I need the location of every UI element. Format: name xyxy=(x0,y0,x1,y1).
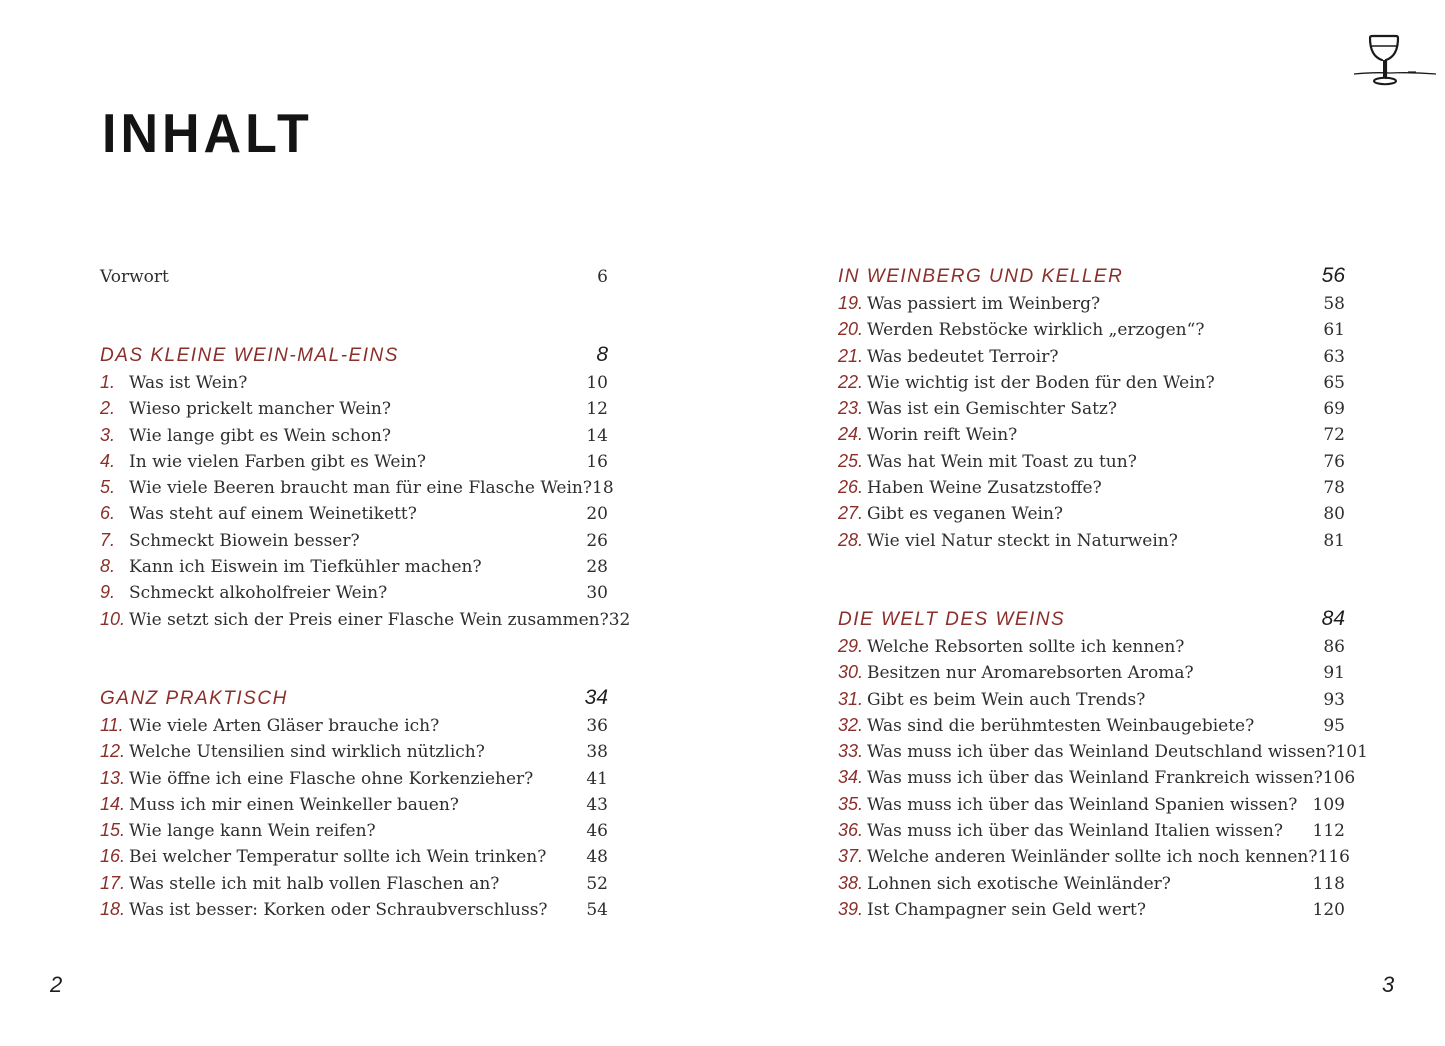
toc-entry-number: 12. xyxy=(100,741,126,762)
toc-entry-number: 8. xyxy=(100,556,116,577)
section-title: DIE WELT DES WEINS xyxy=(838,609,1066,630)
toc-section xyxy=(838,605,1368,922)
toc-entry[interactable] xyxy=(100,369,608,395)
toc-entry-page: 6 xyxy=(597,267,608,287)
section-title: GANZ PRAKTISCH xyxy=(100,688,288,709)
toc-entry-number: 6. xyxy=(100,503,116,524)
toc-section xyxy=(100,684,608,922)
toc-entry-number: 15. xyxy=(100,820,126,841)
toc-entry-label: Wie wichtig ist der Boden für den Wein? xyxy=(867,372,1215,393)
toc-entry-number: 35. xyxy=(838,793,864,814)
toc-entry-label: Was muss ich über das Weinland Deutschland wissen? xyxy=(867,742,1336,763)
toc-entry-label: Was stelle ich mit halb vollen Flaschen an? xyxy=(129,873,500,894)
toc-entry[interactable] xyxy=(838,764,1356,790)
toc-entry[interactable] xyxy=(838,527,1345,553)
toc-entry-label: Was ist besser: Korken oder Schraubverschluss? xyxy=(129,900,548,921)
section-title: DAS KLEINE WEIN-MAL-EINS xyxy=(100,345,399,366)
toc-entry-page: 16 xyxy=(586,451,608,472)
toc-entry-number: 23. xyxy=(838,398,864,419)
toc-entry[interactable] xyxy=(100,738,608,764)
toc-entry[interactable] xyxy=(838,817,1345,843)
toc-entry-page: 118 xyxy=(1312,873,1345,894)
toc-entry[interactable] xyxy=(100,896,608,922)
toc-entry[interactable] xyxy=(100,870,608,896)
toc-entry-page: 32 xyxy=(608,609,631,630)
toc-entry-label: Kann ich Eiswein im Tiefkühler machen? xyxy=(129,557,482,578)
toc-entry-number: 19. xyxy=(838,293,864,313)
toc-entry[interactable] xyxy=(838,791,1345,817)
toc-entry-label: Wie lange kann Wein reifen? xyxy=(129,821,376,842)
toc-entry-label: Wie setzt sich der Preis einer Flasche Wein zusammen? xyxy=(129,609,609,630)
toc-entry-number: 29. xyxy=(838,636,864,656)
section-heading[interactable] xyxy=(100,341,608,369)
toc-entry-page: 101 xyxy=(1335,742,1368,763)
toc-entry-label: Werden Rebstöcke wirklich „erzogen“? xyxy=(867,320,1205,341)
toc-entry[interactable] xyxy=(100,791,608,817)
toc-entry[interactable] xyxy=(100,553,608,579)
toc-entry-number: 11. xyxy=(100,715,124,735)
toc-entry-page: 63 xyxy=(1323,346,1345,367)
toc-entry-label: Gibt es beim Wein auch Trends? xyxy=(867,689,1146,710)
toc-entry-number: 20. xyxy=(838,319,864,340)
toc-entry[interactable] xyxy=(838,316,1345,342)
toc-entry-page: 120 xyxy=(1312,899,1345,920)
toc-entry-page: 36 xyxy=(586,716,608,736)
toc-entry-page: 78 xyxy=(1323,478,1345,499)
toc-entry-page: 48 xyxy=(586,847,608,868)
toc-entry[interactable] xyxy=(100,765,608,791)
toc-entry-number: 36. xyxy=(838,820,864,841)
toc-entry-page: 26 xyxy=(586,530,608,551)
toc-entry-label: Was passiert im Weinberg? xyxy=(867,294,1101,314)
toc-entry-label: Bei welcher Temperatur sollte ich Wein trinken? xyxy=(129,847,547,868)
toc-entry[interactable] xyxy=(100,395,608,421)
toc-entry-page: 30 xyxy=(586,583,608,604)
toc-entry[interactable] xyxy=(100,500,608,526)
toc-entry[interactable] xyxy=(100,712,608,738)
toc-entry-number: 31. xyxy=(838,688,864,709)
toc-entry[interactable] xyxy=(100,817,608,843)
toc-entry-page: 93 xyxy=(1323,689,1345,710)
toc-entry-label: Welche Rebsorten sollte ich kennen? xyxy=(867,637,1185,657)
toc-entry-label: In wie vielen Farben gibt es Wein? xyxy=(129,451,426,472)
toc-entry[interactable] xyxy=(838,870,1345,896)
toc-entry[interactable] xyxy=(838,738,1368,764)
toc-entry[interactable] xyxy=(100,422,608,448)
toc-entry-label: Wie viel Natur steckt in Naturwein? xyxy=(867,530,1178,551)
toc-entry-page: 69 xyxy=(1323,399,1345,420)
toc-left-column xyxy=(100,264,608,290)
toc-entry-label: Wieso prickelt mancher Wein? xyxy=(129,399,391,420)
wine-glass-icon xyxy=(1352,30,1438,90)
toc-entry-label: Schmeckt Biowein besser? xyxy=(129,530,360,551)
section-page: 8 xyxy=(596,343,608,366)
toc-entry-label: Wie öffne ich eine Flasche ohne Korkenzieher? xyxy=(129,768,534,789)
toc-entry-page: 95 xyxy=(1323,715,1345,736)
toc-entry-label: Ist Champagner sein Geld wert? xyxy=(867,899,1146,920)
toc-entry-label: Gibt es veganen Wein? xyxy=(867,504,1064,525)
toc-entry[interactable] xyxy=(838,448,1345,474)
toc-entry[interactable] xyxy=(838,343,1345,369)
toc-entry-number: 26. xyxy=(838,477,864,498)
toc-entry-number: 37. xyxy=(838,846,864,867)
toc-entry-number: 30. xyxy=(838,662,864,683)
toc-entry-page: 38 xyxy=(586,742,608,763)
toc-entry-page: 91 xyxy=(1323,663,1345,684)
toc-entry[interactable] xyxy=(838,290,1345,316)
toc-entry[interactable] xyxy=(838,395,1345,421)
toc-entry-page: 18 xyxy=(592,478,614,499)
toc-entry[interactable] xyxy=(100,843,608,869)
toc-entry-page: 12 xyxy=(586,399,608,420)
toc-entry-number: 27. xyxy=(838,503,864,524)
toc-entry-label: Welche anderen Weinländer sollte ich noch kennen? xyxy=(867,847,1318,868)
toc-entry-label: Was bedeutet Terroir? xyxy=(867,346,1059,367)
toc-entry-label: Was muss ich über das Weinland Frankreich wissen? xyxy=(867,768,1323,789)
page-number-left: 2 xyxy=(50,972,63,997)
toc-entry-label: Vorwort xyxy=(100,267,169,287)
toc-entry-page: 41 xyxy=(586,768,608,789)
toc-entry-number: 3. xyxy=(100,424,116,445)
toc-entry-page: 65 xyxy=(1323,372,1345,393)
toc-entry-label: Wie lange gibt es Wein schon? xyxy=(129,425,391,446)
toc-entry[interactable] xyxy=(100,579,608,605)
toc-section xyxy=(100,341,631,632)
toc-entry-page: 106 xyxy=(1322,768,1356,789)
toc-entry[interactable] xyxy=(100,606,631,632)
toc-entry-number: 17. xyxy=(100,872,126,893)
section-heading[interactable] xyxy=(100,684,608,712)
toc-entry-label: Was ist Wein? xyxy=(129,373,248,393)
toc-entry-label: Welche Utensilien sind wirklich nützlich? xyxy=(129,742,485,763)
toc-entry-number: 22. xyxy=(838,371,864,392)
section-page: 34 xyxy=(584,686,608,709)
toc-entry-page: 86 xyxy=(1323,637,1345,657)
toc-entry-number: 4. xyxy=(100,450,116,471)
toc-entry[interactable] xyxy=(838,712,1345,738)
toc-entry-page: 109 xyxy=(1312,794,1345,815)
toc-entry[interactable] xyxy=(838,369,1345,395)
toc-entry-number: 5. xyxy=(100,477,116,498)
toc-entry-label: Was sind die berühmtesten Weinbaugebiete? xyxy=(867,715,1255,736)
toc-entry-label: Was hat Wein mit Toast zu tun? xyxy=(867,451,1137,472)
toc-entry-vorwort[interactable] xyxy=(100,264,608,290)
toc-entry-number: 10. xyxy=(100,608,126,629)
toc-entry-number: 1. xyxy=(100,372,116,392)
toc-entry-page: 81 xyxy=(1323,530,1345,551)
toc-entry-page: 112 xyxy=(1312,821,1345,842)
page-number-right: 3 xyxy=(1382,972,1395,997)
toc-entry[interactable] xyxy=(838,843,1350,869)
section-page: 56 xyxy=(1321,264,1345,287)
toc-entry[interactable] xyxy=(838,659,1345,685)
toc-entry-page: 52 xyxy=(586,873,608,894)
toc-entry-page: 116 xyxy=(1317,847,1350,868)
toc-entry-page: 54 xyxy=(586,900,608,921)
toc-entry[interactable] xyxy=(838,686,1345,712)
toc-entry-page: 28 xyxy=(586,557,608,578)
toc-section xyxy=(838,262,1345,553)
toc-entry-number: 13. xyxy=(100,767,126,788)
toc-entry-label: Muss ich mir einen Weinkeller bauen? xyxy=(129,794,459,815)
toc-entry-page: 46 xyxy=(586,821,608,842)
toc-entry-number: 34. xyxy=(838,767,864,788)
toc-entry-number: 21. xyxy=(838,345,864,366)
toc-entry-number: 39. xyxy=(838,898,864,919)
toc-entry[interactable] xyxy=(100,474,614,500)
toc-entry-label: Worin reift Wein? xyxy=(867,425,1018,446)
toc-entry-number: 38. xyxy=(838,872,864,893)
toc-entry-number: 7. xyxy=(100,529,116,550)
toc-entry-number: 16. xyxy=(100,846,126,867)
toc-entry-page: 61 xyxy=(1323,320,1345,341)
toc-entry-number: 24. xyxy=(838,424,864,445)
toc-entry[interactable] xyxy=(838,896,1345,922)
toc-entry[interactable] xyxy=(100,527,608,553)
toc-entry-number: 28. xyxy=(838,529,864,550)
toc-entry-page: 10 xyxy=(586,373,608,393)
toc-entry-page: 76 xyxy=(1323,451,1345,472)
toc-entry-label: Haben Weine Zusatzstoffe? xyxy=(867,478,1102,499)
toc-entry[interactable] xyxy=(838,500,1345,526)
section-heading[interactable] xyxy=(838,262,1345,290)
toc-entry-page: 80 xyxy=(1323,504,1345,525)
toc-entry-label: Was ist ein Gemischter Satz? xyxy=(867,399,1118,420)
toc-entry-page: 58 xyxy=(1323,294,1345,314)
toc-entry-page: 43 xyxy=(586,794,608,815)
toc-entry-number: 33. xyxy=(838,741,864,762)
toc-entry[interactable] xyxy=(838,474,1345,500)
page-title: INHALT xyxy=(102,103,313,165)
toc-entry-number: 9. xyxy=(100,582,116,603)
toc-entry-number: 25. xyxy=(838,450,864,471)
toc-entry-number: 18. xyxy=(100,899,126,920)
section-heading[interactable] xyxy=(838,605,1345,633)
toc-entry-page: 14 xyxy=(586,425,608,446)
section-page: 84 xyxy=(1321,607,1345,630)
toc-entry-label: Was muss ich über das Weinland Italien wissen? xyxy=(867,821,1283,842)
toc-entry-page: 20 xyxy=(586,504,608,525)
toc-entry[interactable] xyxy=(838,421,1345,447)
toc-entry-label: Wie viele Beeren braucht man für eine Flasche Wein? xyxy=(129,478,592,499)
toc-entry-label: Schmeckt alkoholfreier Wein? xyxy=(129,583,388,604)
toc-entry-label: Was muss ich über das Weinland Spanien wissen? xyxy=(867,794,1298,815)
section-title: IN WEINBERG UND KELLER xyxy=(838,266,1124,287)
toc-entry-label: Wie viele Arten Gläser brauche ich? xyxy=(129,716,440,736)
toc-entry-number: 2. xyxy=(100,398,116,419)
toc-entry-page: 72 xyxy=(1323,425,1345,446)
toc-entry-label: Besitzen nur Aromarebsorten Aroma? xyxy=(867,663,1194,684)
toc-entry-number: 32. xyxy=(838,714,864,735)
toc-entry-label: Lohnen sich exotische Weinländer? xyxy=(867,873,1171,894)
toc-entry[interactable] xyxy=(100,448,608,474)
toc-entry-number: 14. xyxy=(100,793,126,814)
toc-entry-label: Was steht auf einem Weinetikett? xyxy=(129,504,417,525)
toc-entry[interactable] xyxy=(838,633,1345,659)
